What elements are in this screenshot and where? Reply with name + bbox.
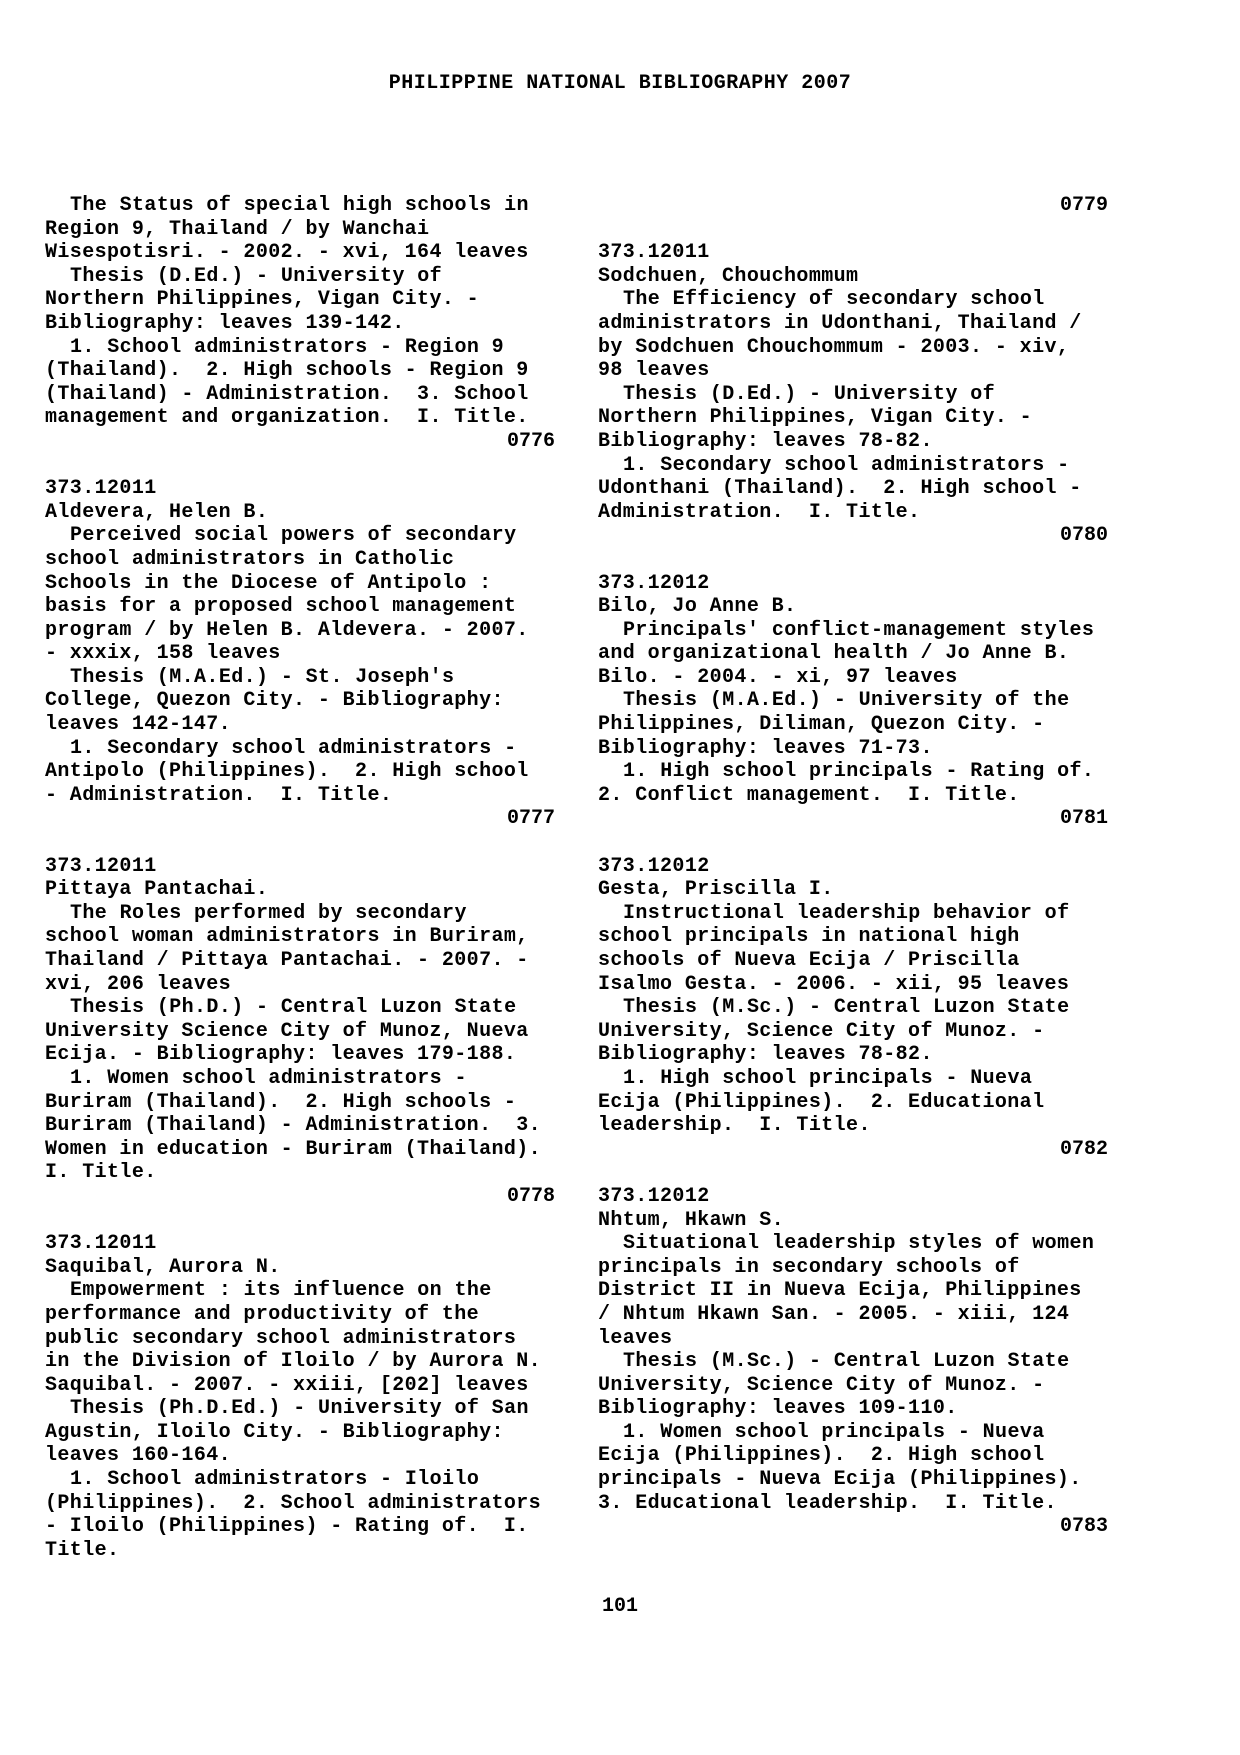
- entry-text-line: Antipolo (Philippines). 2. High school: [45, 760, 529, 784]
- entry-number: 0783: [1059, 1515, 1108, 1539]
- entry-text-line: 1. Secondary school administrators -: [623, 453, 1070, 477]
- entry-text-line: (Thailand) - Administration. 3. School: [45, 382, 529, 406]
- entry-author: Nhtum, Hkawn S.: [598, 1208, 785, 1232]
- class-number: 373.12011: [45, 477, 157, 501]
- entry-text-line: 1. Secondary school administrators -: [70, 736, 517, 760]
- entry-text-line: Administration. I. Title.: [598, 500, 921, 524]
- entry-spacer: [45, 1209, 555, 1233]
- class-number: 373.12011: [45, 854, 157, 878]
- entry-text-line: principals in secondary schools of: [598, 1255, 1020, 1279]
- entry-text-line: school principals in national high: [598, 925, 1020, 949]
- entry-number: 0780: [1059, 524, 1108, 548]
- entry-text-line: Region 9, Thailand / by Wanchai: [45, 217, 430, 241]
- entry-text-line: Thesis (Ph.D.) - Central Luzon State: [70, 996, 517, 1020]
- entry-text-line: by Sodchuen Chouchommum - 2003. - xiv,: [598, 335, 1070, 359]
- entry-text-line: schools of Nueva Ecija / Priscilla: [598, 949, 1020, 972]
- entry-text-line: District II in Nueva Ecija, Philippines: [598, 1279, 1082, 1303]
- entry-text-line: 3. Educational leadership. I. Title.: [598, 1491, 1057, 1515]
- entry-text-line: 1. School administrators - Iloilo: [70, 1468, 480, 1492]
- entry-text-line: performance and productivity of the: [45, 1302, 480, 1326]
- entry-text-line: and organizational health / Jo Anne B.: [598, 642, 1070, 666]
- entry-author: Bilo, Jo Anne B.: [598, 595, 797, 619]
- class-number: 373.12012: [598, 1184, 710, 1208]
- bibliography-entry: [598, 855, 1108, 1162]
- entry-text-line: Saquibal. - 2007. - xxiii, [202] leaves: [45, 1373, 529, 1397]
- bibliography-entry: [45, 477, 555, 831]
- entry-text-line: Perceived social powers of secondary: [70, 524, 517, 548]
- entry-text-line: Wisespotisri. - 2002. - xvi, 164 leaves: [45, 241, 529, 265]
- entry-spacer: [598, 218, 1108, 242]
- class-number: 373.12011: [45, 1232, 157, 1256]
- class-number: 373.12011: [598, 241, 710, 265]
- entry-author: Gesta, Priscilla I.: [598, 878, 834, 902]
- bibliography-entry: [45, 855, 555, 1209]
- entry-author: Pittaya Pantachai.: [45, 878, 269, 902]
- entry-text-line: Bibliography: leaves 109-110.: [598, 1397, 958, 1421]
- entry-number: 0778: [506, 1184, 555, 1208]
- bibliography-entry: [598, 572, 1108, 832]
- entry-text-line: Thesis (M.Sc.) - Central Luzon State: [623, 996, 1070, 1020]
- entry-text-line: Northern Philippines, Vigan City. -: [598, 406, 1033, 430]
- entry-text-line: Principals' conflict-management styles: [623, 618, 1095, 642]
- entry-text-line: - Administration. I. Title.: [45, 783, 393, 807]
- entry-text-line: leadership. I. Title.: [598, 1114, 871, 1138]
- entry-text-line: xvi, 206 leaves: [45, 972, 232, 996]
- entry-text-line: Isalmo Gesta. - 2006. - xii, 95 leaves: [598, 972, 1070, 996]
- entry-number: 0782: [1059, 1137, 1108, 1161]
- entry-spacer: [598, 1161, 1108, 1185]
- entry-text-line: public secondary school administrators: [45, 1326, 517, 1350]
- entry-text-line: Thesis (Ph.D.Ed.) - University of San: [70, 1397, 529, 1421]
- entry-text-line: Thesis (M.A.Ed.) - University of the: [623, 689, 1070, 713]
- entry-text-line: Ecija (Philippines). 2. Educational: [598, 1090, 1045, 1114]
- entry-text-line: Thesis (D.Ed.) - University of: [70, 264, 443, 288]
- entry-spacer: [598, 548, 1108, 572]
- entry-text-line: in the Division of Iloilo / by Aurora N.: [45, 1350, 542, 1374]
- entry-text-line: school administrators in Catholic: [45, 547, 455, 571]
- entry-text-line: leaves 142-147.: [45, 713, 232, 737]
- bibliography-entry: [45, 1232, 555, 1562]
- bibliography-entry: [45, 194, 555, 454]
- entry-number: 0776: [506, 429, 555, 453]
- entry-number: 0779: [1059, 194, 1108, 217]
- entry-text-line: administrators in Udonthani, Thailand /: [598, 311, 1082, 335]
- entry-text-line: Situational leadership styles of women: [623, 1232, 1095, 1256]
- class-number: 373.12012: [598, 854, 710, 878]
- entry-text-line: 1. School administrators - Region 9: [70, 335, 505, 359]
- entry-text-line: Buriram (Thailand) - Administration. 3.: [45, 1114, 542, 1138]
- entry-text-line: Bibliography: leaves 78-82.: [598, 1043, 933, 1067]
- entry-text-line: Title.: [45, 1538, 120, 1562]
- entry-text-line: 1. High school principals - Nueva: [623, 1066, 1033, 1090]
- entry-text-line: school woman administrators in Buriram,: [45, 925, 529, 949]
- entry-text-line: program / by Helen B. Aldevera. - 2007.: [45, 618, 529, 642]
- entry-text-line: Buriram (Thailand). 2. High schools -: [45, 1090, 517, 1114]
- entry-text-line: Women in education - Buriram (Thailand).: [45, 1137, 542, 1161]
- entry-text-line: principals - Nueva Ecija (Philippines).: [598, 1468, 1082, 1492]
- entry-text-line: Thesis (M.Sc.) - Central Luzon State: [623, 1350, 1070, 1374]
- entry-text-line: (Thailand). 2. High schools - Region 9: [45, 359, 529, 383]
- entry-number: 0777: [506, 807, 555, 831]
- entry-text-line: College, Quezon City. - Bibliography:: [45, 689, 504, 713]
- entry-text-line: Bibliography: leaves 139-142.: [45, 311, 405, 335]
- entry-text-line: 1. Women school administrators -: [70, 1066, 467, 1090]
- entry-text-line: management and organization. I. Title.: [45, 406, 529, 430]
- entry-text-line: Bilo. - 2004. - xi, 97 leaves: [598, 665, 958, 689]
- page-number: 101: [601, 1595, 638, 1618]
- entry-text-line: University, Science City of Munoz. -: [598, 1373, 1045, 1397]
- entry-text-line: I. Title.: [45, 1161, 157, 1185]
- entry-text-line: University Science City of Munoz, Nueva: [45, 1019, 529, 1043]
- entry-spacer: [598, 831, 1108, 855]
- entry-text-line: 1. High school principals - Rating of.: [623, 760, 1095, 784]
- entry-text-line: / Nhtum Hkawn San. - 2005. - xiii, 124: [598, 1302, 1070, 1326]
- entry-text-line: basis for a proposed school management: [45, 595, 517, 619]
- entry-text-line: The Status of special high schools in: [70, 194, 529, 217]
- entry-text-line: The Efficiency of secondary school: [623, 288, 1045, 312]
- bibliography-entry: [598, 1185, 1108, 1539]
- entry-text-line: 2. Conflict management. I. Title.: [598, 783, 1020, 807]
- bibliography-entry: [598, 241, 1108, 548]
- entry-text-line: Instructional leadership behavior of: [623, 901, 1070, 925]
- entry-text-line: Northern Philippines, Vigan City. -: [45, 288, 480, 312]
- entry-text-line: - xxxix, 158 leaves: [45, 642, 281, 666]
- entry-text-line: University, Science City of Munoz. -: [598, 1019, 1045, 1043]
- right-column: [598, 194, 1108, 1539]
- entry-text-line: Ecija (Philippines). 2. High school: [598, 1444, 1045, 1468]
- entry-text-line: Bibliography: leaves 78-82.: [598, 429, 933, 453]
- entry-text-line: (Philippines). 2. School administrators: [45, 1491, 542, 1515]
- entry-author: Saquibal, Aurora N.: [45, 1255, 281, 1279]
- entry-text-line: Philippines, Diliman, Quezon City. -: [598, 713, 1045, 737]
- entry-author: Sodchuen, Chouchommum: [598, 264, 859, 288]
- entry-text-line: Empowerment : its influence on the: [70, 1279, 492, 1303]
- class-number: 373.12012: [598, 571, 710, 595]
- page-header: PHILIPPINE NATIONAL BIBLIOGRAPHY 2007: [388, 72, 852, 95]
- entry-text-line: Bibliography: leaves 71-73.: [598, 736, 933, 760]
- entry-text-line: The Roles performed by secondary: [70, 901, 467, 925]
- entry-text-line: Agustin, Iloilo City. - Bibliography:: [45, 1420, 504, 1444]
- entry-text-line: Udonthani (Thailand). 2. High school -: [598, 477, 1082, 501]
- entry-text-line: leaves 160-164.: [45, 1444, 232, 1468]
- left-column: [45, 194, 555, 1562]
- entry-spacer: [45, 831, 555, 855]
- entry-text-line: Thesis (D.Ed.) - University of: [623, 382, 996, 406]
- entry-text-line: Thailand / Pittaya Pantachai. - 2007. -: [45, 949, 529, 972]
- entry-author: Aldevera, Helen B.: [45, 500, 269, 524]
- entry-number: 0781: [1059, 807, 1108, 831]
- entry-text-line: 98 leaves: [598, 359, 710, 383]
- entry-text-line: 1. Women school principals - Nueva: [623, 1420, 1045, 1444]
- entry-text-line: - Iloilo (Philippines) - Rating of. I.: [45, 1515, 529, 1539]
- entry-text-line: Schools in the Diocese of Antipolo :: [45, 571, 492, 595]
- entry-text-line: Thesis (M.A.Ed.) - St. Joseph's: [70, 665, 455, 689]
- entry-text-line: Ecija. - Bibliography: leaves 179-188.: [45, 1043, 517, 1067]
- entry-text-line: leaves: [598, 1326, 673, 1350]
- entry-spacer: [45, 454, 555, 478]
- bibliography-entry: [598, 194, 1108, 218]
